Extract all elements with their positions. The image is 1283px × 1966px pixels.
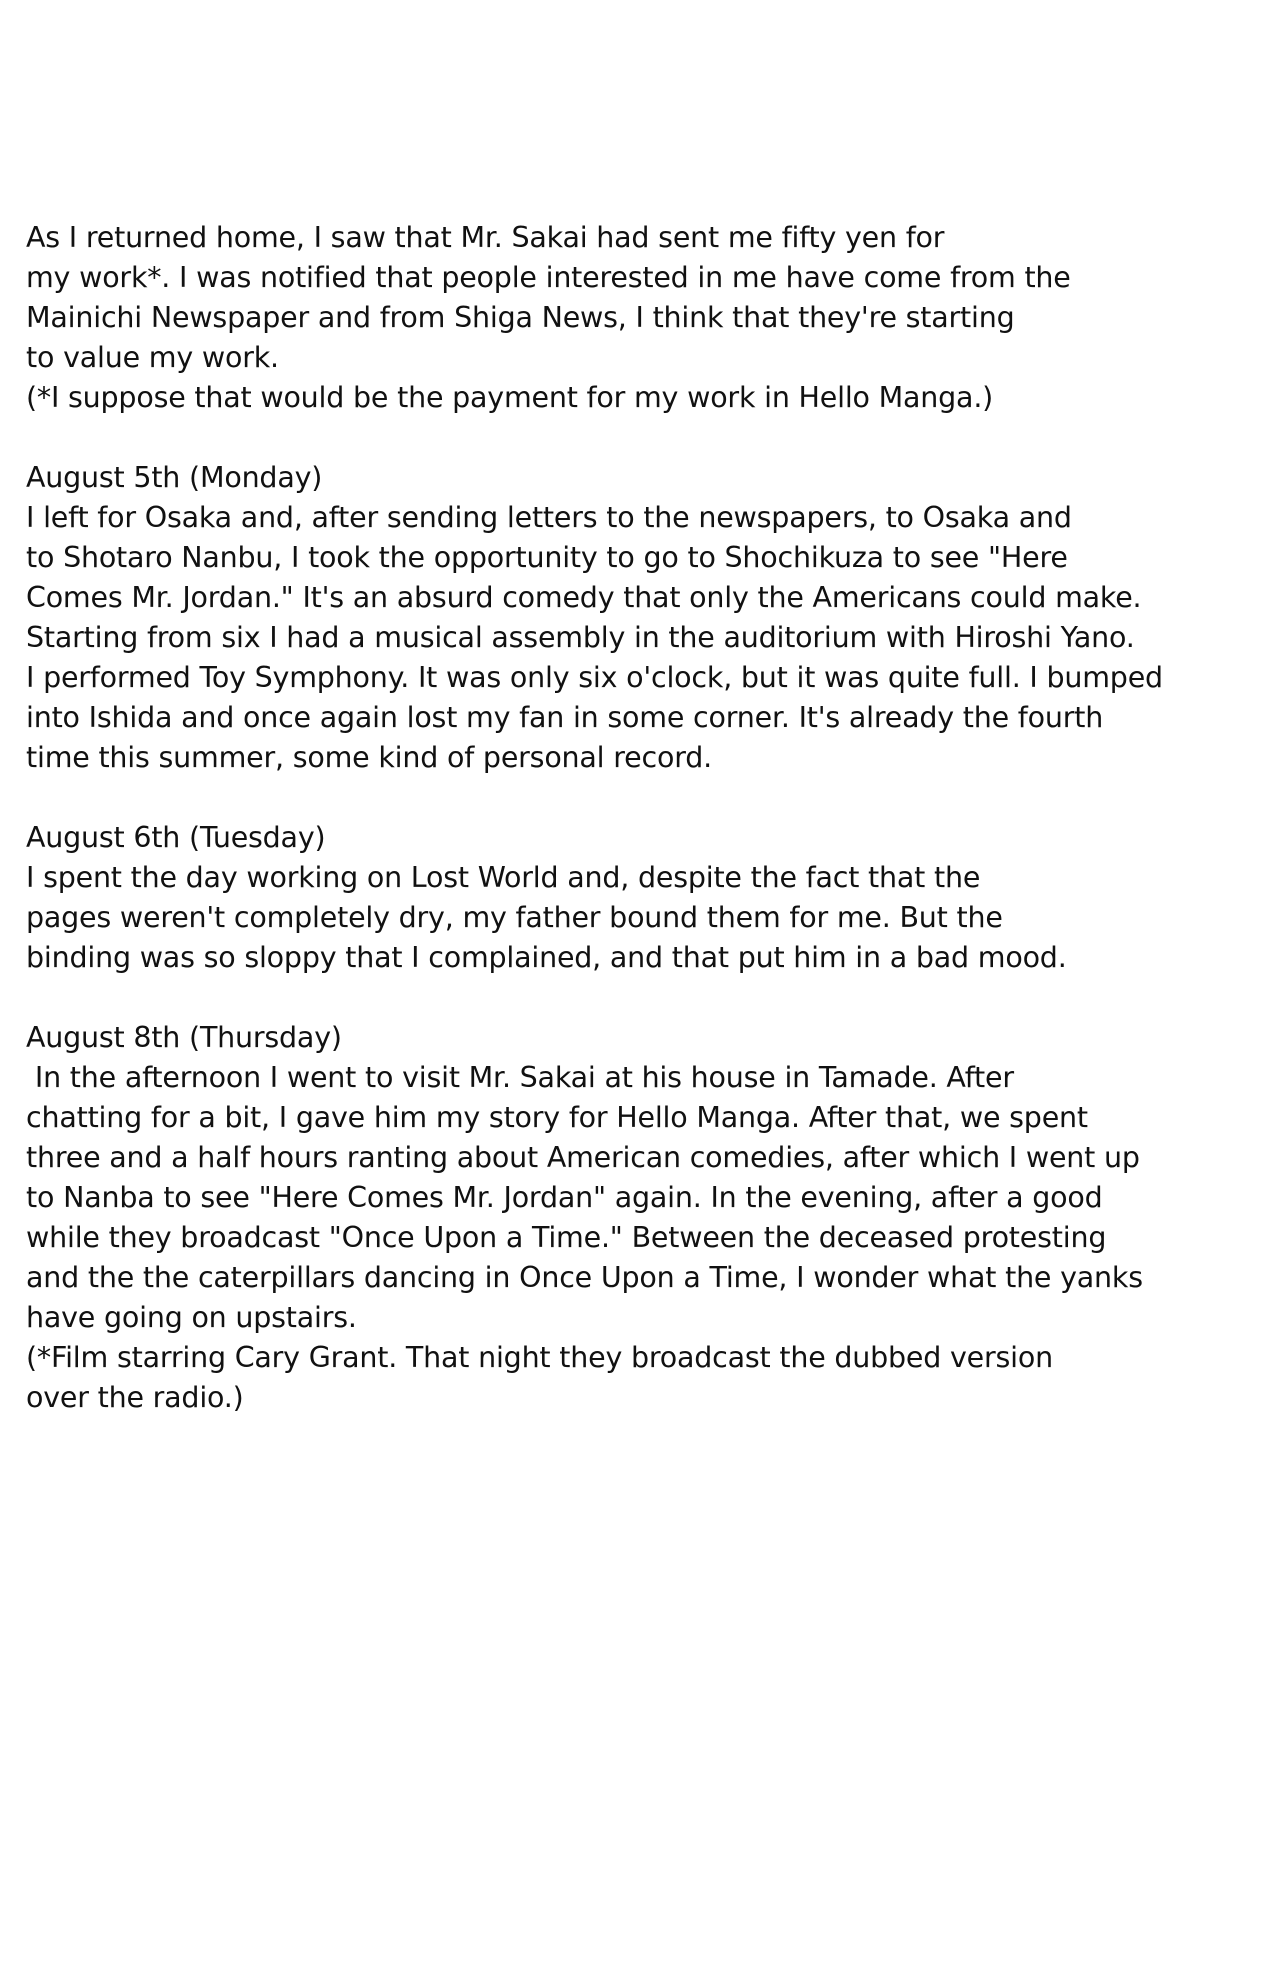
text-line: I spent the day working on Lost World and, despite the fact that the bbox=[26, 861, 981, 894]
footnote-line: over the radio.) bbox=[26, 1381, 244, 1414]
footnote-line: (*Film starring Cary Grant. That night they broadcast the dubbed version bbox=[26, 1341, 1053, 1374]
text-line: I left for Osaka and, after sending letters to the newspapers, to Osaka and bbox=[26, 501, 1072, 534]
paragraph-gap bbox=[26, 418, 1271, 458]
paragraph-intro bbox=[26, 218, 1271, 418]
text-line: time this summer, some kind of personal record. bbox=[26, 741, 712, 774]
text-line: three and a half hours ranting about American comedies, after which I went up bbox=[26, 1141, 1140, 1174]
text-line: chatting for a bit, I gave him my story for Hello Manga. After that, we spent bbox=[26, 1101, 1088, 1134]
text-line: and the the caterpillars dancing in Once Upon a Time, I wonder what the yanks bbox=[26, 1261, 1143, 1294]
entry-date-heading: August 6th (Tuesday) bbox=[26, 821, 326, 854]
paragraph-august-5th bbox=[26, 458, 1271, 778]
text-line: Mainichi Newspaper and from Shiga News, I think that they're starting bbox=[26, 301, 1015, 334]
text-line: my work*. I was notified that people interested in me have come from the bbox=[26, 261, 1071, 294]
text-line: pages weren't completely dry, my father bound them for me. But the bbox=[26, 901, 1003, 934]
text-line: binding was so sloppy that I complained, and that put him in a bad mood. bbox=[26, 941, 1067, 974]
paragraph-gap bbox=[26, 978, 1271, 1018]
text-line: to value my work. bbox=[26, 341, 279, 374]
text-line: have going on upstairs. bbox=[26, 1301, 357, 1334]
text-line: I performed Toy Symphony. It was only six o'clock, but it was quite full. I bumped bbox=[26, 661, 1163, 694]
text-line: to Shotaro Nanbu, I took the opportunity to go to Shochikuza to see "Here bbox=[26, 541, 1068, 574]
paragraph-gap bbox=[26, 778, 1271, 818]
diary-text bbox=[26, 218, 1271, 1418]
text-line: Starting from six I had a musical assembly in the auditorium with Hiroshi Yano. bbox=[26, 621, 1135, 654]
text-line: Comes Mr. Jordan." It's an absurd comedy that only the Americans could make. bbox=[26, 581, 1142, 614]
text-line: into Ishida and once again lost my fan in some corner. It's already the fourth bbox=[26, 701, 1104, 734]
footnote-line: (*I suppose that would be the payment for my work in Hello Manga.) bbox=[26, 381, 994, 414]
entry-date-heading: August 5th (Monday) bbox=[26, 461, 323, 494]
text-line: In the afternoon I went to visit Mr. Sakai at his house in Tamade. After bbox=[26, 1061, 1014, 1094]
text-line: while they broadcast "Once Upon a Time." Between the deceased protesting bbox=[26, 1221, 1107, 1254]
text-line: to Nanba to see "Here Comes Mr. Jordan" again. In the evening, after a good bbox=[26, 1181, 1103, 1214]
entry-date-heading: August 8th (Thursday) bbox=[26, 1021, 342, 1054]
paragraph-august-8th bbox=[26, 1018, 1271, 1418]
paragraph-august-6th bbox=[26, 818, 1271, 978]
text-line: As I returned home, I saw that Mr. Sakai had sent me fifty yen for bbox=[26, 221, 945, 254]
